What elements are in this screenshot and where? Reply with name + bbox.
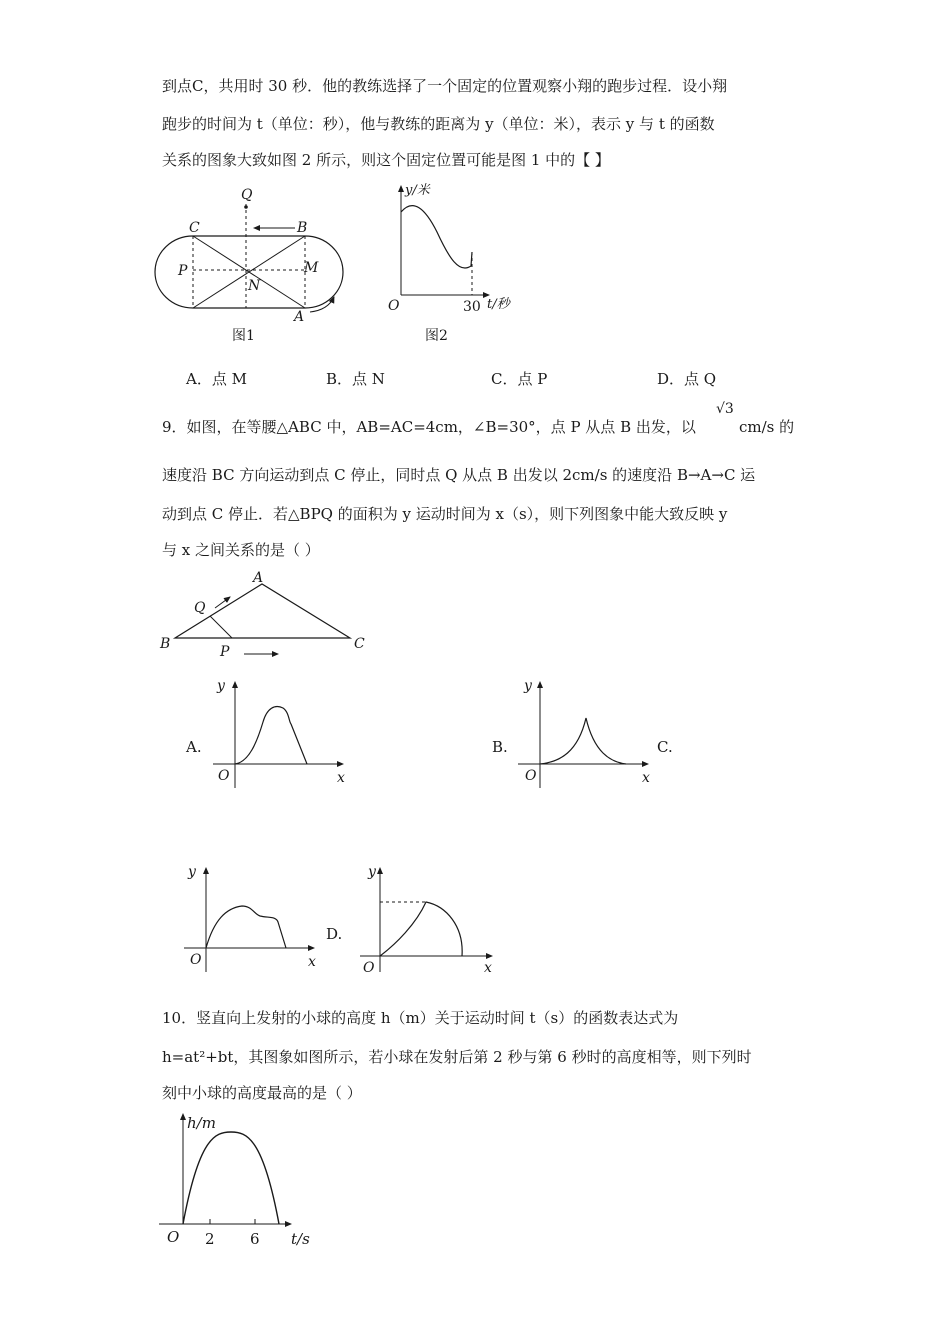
origin-label: O (363, 960, 375, 976)
q9-option-d-label[interactable]: D. (326, 925, 343, 943)
figure-2-caption: 图2 (425, 328, 448, 344)
t-label: t/s (291, 1230, 310, 1248)
q9-option-d-graph[interactable] (356, 860, 506, 975)
arrow-q (215, 597, 230, 608)
y-label: y (368, 864, 376, 880)
q9-option-a-graph[interactable] (205, 672, 355, 792)
q8-option-d[interactable]: D．点 Q (657, 370, 717, 388)
x-label: x (337, 770, 345, 786)
figure-2-graph (385, 180, 525, 350)
label-c: C (189, 220, 200, 236)
q9-line-4: 与 x 之间关系的是（ ） (162, 541, 320, 559)
q10-line-2: h=at²+bt，其图象如图所示，若小球在发射后第 2 秒与第 6 秒时的高度相等，则下列时 (162, 1048, 752, 1066)
q8-option-b[interactable]: B．点 N (326, 370, 385, 388)
triangle-figure (150, 570, 380, 660)
y-label: y/米 (405, 183, 430, 198)
origin-label: O (167, 1228, 180, 1246)
label-p: P (220, 644, 230, 660)
q8-line-1: 到点C，共用时 30 秒．他的教练选择了一个固定的位置观察小翔的跑步过程．设小翔 (162, 77, 728, 95)
q10-line-1: 10．竖直向上发射的小球的高度 h（m）关于运动时间 t（s）的函数表达式为 (162, 1009, 679, 1027)
q9-line-3: 动到点 C 停止．若△BPQ 的面积为 y 运动时间为 x（s），则下列图象中能大致反映 y (162, 505, 728, 523)
label-a: A (294, 309, 305, 325)
q8-option-a[interactable]: A．点 M (186, 370, 247, 388)
q9-option-c-graph[interactable] (180, 860, 330, 975)
curve-a (235, 707, 307, 764)
q9-line-2: 速度沿 BC 方向运动到点 C 停止，同时点 Q 从点 B 出发以 2cm/s 的速度沿 B→A→C 运 (162, 466, 756, 484)
distance-curve (401, 206, 472, 268)
label-q: Q (241, 187, 253, 203)
curve-b (540, 718, 626, 764)
origin-label: O (525, 768, 537, 784)
x-label: x (308, 954, 316, 970)
label-q: Q (194, 600, 206, 616)
q9-option-b-label[interactable]: B. (492, 738, 508, 756)
y-label: y (188, 864, 196, 880)
x-label: t/秒 (487, 297, 510, 312)
y-label: y (524, 678, 532, 694)
label-c: C (354, 636, 365, 652)
q10-line-3: 刻中小球的高度最高的是（ ） (162, 1084, 362, 1102)
tick-30: 30 (463, 299, 481, 315)
curve-c (206, 906, 286, 948)
q9-option-a-label[interactable]: A. (186, 738, 202, 756)
figure-1-track (150, 180, 360, 350)
q9-option-b-graph[interactable] (510, 672, 660, 792)
figure-1-caption: 图1 (232, 328, 255, 344)
sqrt-3: √3 (716, 401, 734, 417)
tick-6-label: 6 (250, 1230, 260, 1248)
q10-parabola-graph (155, 1108, 325, 1258)
label-b: B (297, 220, 308, 236)
q9-option-c-label[interactable]: C. (657, 738, 673, 756)
q8-option-c[interactable]: C．点 P (491, 370, 548, 388)
q9-line-1a: 9．如图，在等腰△ABC 中，AB=AC=4cm，∠B=30°，点 P 从点 B 出发，以 (162, 418, 696, 436)
x-label: x (642, 770, 650, 786)
origin-label: O (190, 952, 202, 968)
x-label: x (484, 960, 492, 976)
q9-line-1b: cm/s 的 (739, 418, 795, 436)
origin-label: O (218, 768, 230, 784)
point-q (244, 205, 248, 209)
origin-label: O (388, 298, 400, 314)
y-label: y (217, 678, 225, 694)
curve-d (380, 902, 462, 956)
q8-line-3: 关系的图象大致如图 2 所示，则这个固定位置可能是图 1 中的【 】 (162, 151, 610, 169)
label-n: N (248, 278, 261, 294)
tick-2-label: 2 (205, 1230, 215, 1248)
label-b: B (160, 636, 171, 652)
segment-qp (210, 616, 232, 638)
label-a: A (253, 570, 264, 586)
h-label: h/m (187, 1114, 216, 1132)
parabola (183, 1132, 279, 1224)
label-m: M (304, 260, 319, 276)
label-p: P (178, 263, 188, 279)
q8-line-2: 跑步的时间为 t（单位：秒），他与教练的距离为 y（单位：米），表示 y 与 t 的函数 (162, 115, 715, 133)
